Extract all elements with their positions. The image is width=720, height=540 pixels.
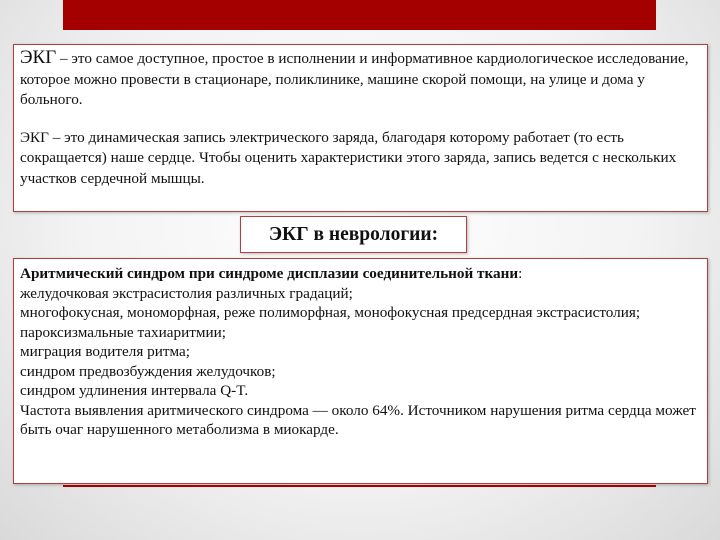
details-title-bold: Аритмический синдром при синдроме дисплазии соединительной ткани	[20, 265, 519, 282]
ecg-term: ЭКГ	[20, 47, 57, 68]
list-item: желудочковая экстрасистолия различных градаций;	[20, 284, 353, 302]
intro-paragraph-1-text: – это самое доступное, простое в исполнении и информативное кардиологическое исследование, которое можно провести в стационаре, поликлинике, машине скорой помощи, на улице и дома у больного.	[20, 50, 689, 109]
bottom-accent-line	[63, 485, 656, 487]
intro-paragraph-1	[20, 48, 701, 111]
top-accent-bar	[63, 0, 656, 30]
intro-paragraph-2: ЭКГ – это динамическая запись электрического заряда, благодаря которому работает (то есть сокращается) наше сердце. Чтобы оценить характеристики этого заряда, запись ведется с нескольких участков сердечной мышцы.	[20, 128, 677, 187]
details-title	[20, 264, 701, 284]
list-item: миграция водителя ритма;	[20, 343, 190, 360]
heading-box	[240, 216, 467, 253]
list-item: многофокусная, мономорфная, реже полиморфная, монофокусная предсердная экстрасистолия;	[20, 304, 641, 321]
section-heading: ЭКГ в неврологии:	[268, 224, 439, 245]
details-title-colon: :	[518, 265, 523, 282]
list-item: синдром удлинения интервала Q-T.	[20, 382, 249, 399]
details-text-box	[13, 258, 708, 484]
list-item: пароксизмальные тахиаритмии;	[20, 323, 226, 341]
list-item: Частота выявления аритмического синдрома — около 64%. Источником нарушения ритма сердца может быть очаг нарушенного метаболизма в миокарде.	[20, 401, 696, 438]
details-list	[20, 264, 701, 440]
list-item: синдром предвозбуждения желудочков;	[20, 362, 276, 380]
intro-text-box	[13, 44, 708, 212]
